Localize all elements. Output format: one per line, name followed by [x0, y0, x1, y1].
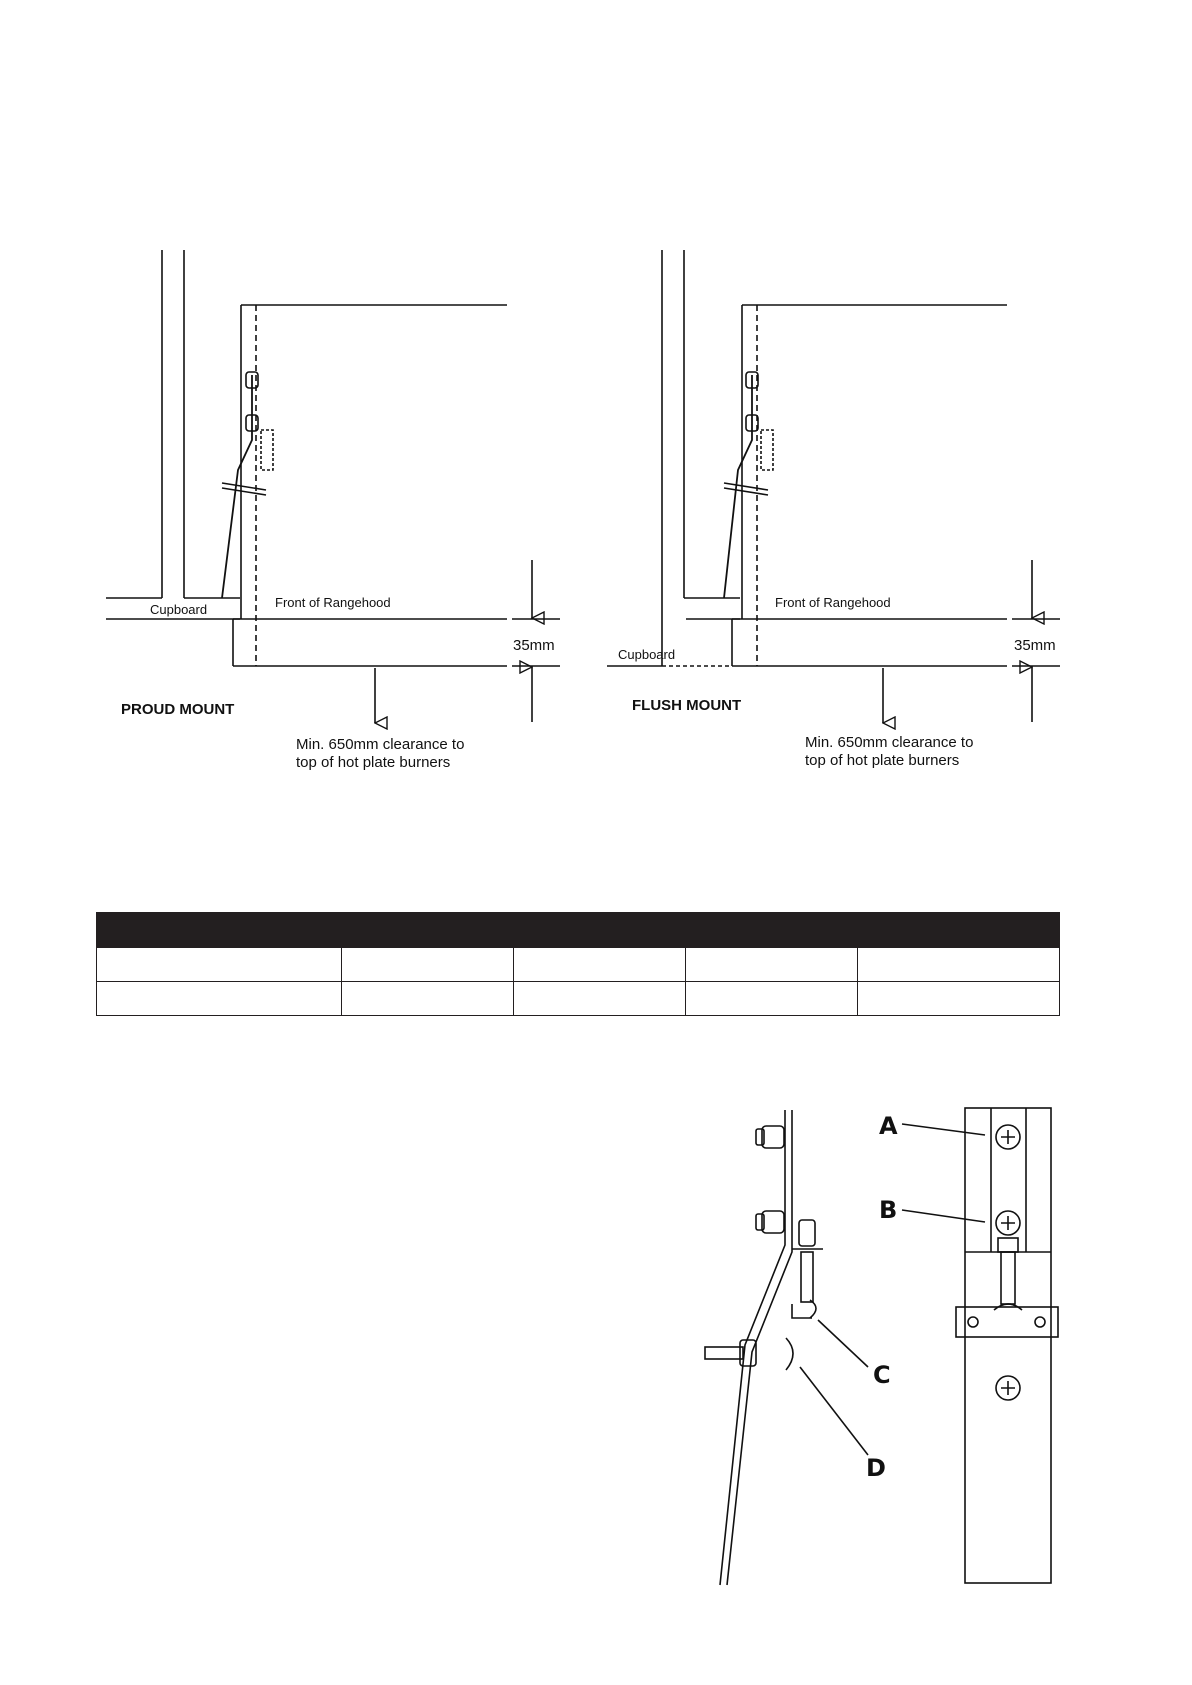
proud-mount-diagram: [106, 250, 560, 723]
table-cell: [686, 948, 858, 982]
callout-c: C: [873, 1361, 891, 1389]
proud-front-label: Front of Rangehood: [275, 595, 391, 610]
table-cell: [342, 982, 514, 1016]
bracket-side-detail: [705, 1110, 868, 1585]
table-cell: [686, 982, 858, 1016]
table-header: [97, 913, 1060, 948]
proud-dimension-label: 35mm: [513, 637, 555, 654]
flush-cupboard-label: Cupboard: [618, 647, 676, 662]
callout-a: A: [879, 1112, 898, 1140]
bracket-front-detail: [902, 1108, 1058, 1583]
proud-title: PROUD MOUNT: [121, 701, 235, 718]
table-cell: [514, 948, 686, 982]
flush-front-label: Front of Rangehood: [775, 595, 891, 610]
table-header-row: [97, 913, 1060, 948]
table-cell: [858, 982, 1060, 1016]
callout-b: B: [879, 1196, 898, 1224]
proud-clearance-line1: Min. 650mm clearance to: [296, 736, 465, 753]
proud-cupboard-label: Cupboard: [150, 602, 208, 617]
spec-table: [96, 912, 1060, 1016]
table-cell: [97, 982, 342, 1016]
table-row: [97, 948, 1060, 982]
flush-title: FLUSH MOUNT: [632, 697, 742, 714]
flush-dimension-label: 35mm: [1014, 637, 1056, 654]
callout-d: D: [866, 1454, 886, 1482]
table-cell: [858, 948, 1060, 982]
table-cell: [97, 948, 342, 982]
flush-clearance-line2: top of hot plate burners: [805, 752, 960, 769]
table-row: [97, 982, 1060, 1016]
proud-clearance-line2: top of hot plate burners: [296, 754, 451, 771]
table-cell: [342, 948, 514, 982]
table-cell: [514, 982, 686, 1016]
flush-clearance-line1: Min. 650mm clearance to: [805, 734, 974, 751]
